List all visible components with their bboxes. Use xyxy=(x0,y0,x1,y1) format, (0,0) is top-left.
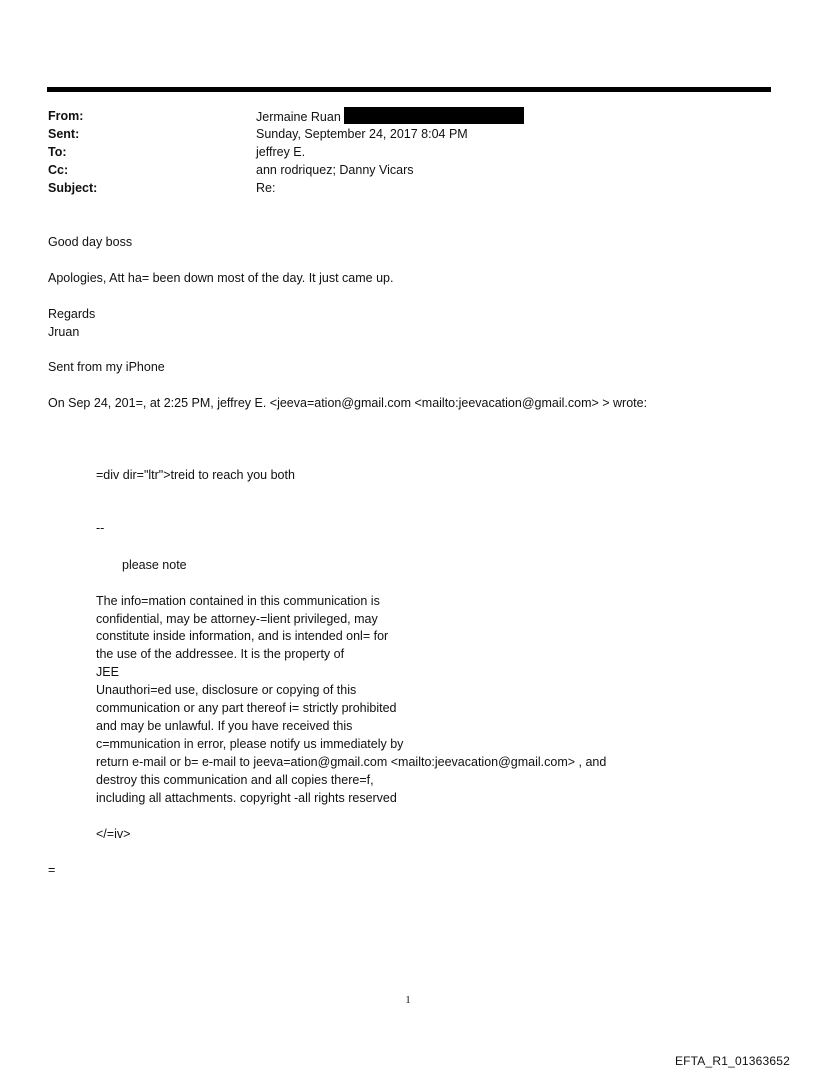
from-name: Jermaine Ruan xyxy=(256,110,341,124)
quoted-sig-separator: -- xyxy=(96,521,105,535)
disclaimer-line: c=mmunication in error, please notify us immediately by xyxy=(96,737,404,751)
trailing-equals: = xyxy=(48,863,56,877)
body-regards: Regards xyxy=(48,307,96,321)
header-rule xyxy=(47,87,771,92)
quoted-please-note: please note xyxy=(122,558,187,572)
disclaimer-line: destroy this communication and all copies there=f, xyxy=(96,773,374,787)
subject-label: Subject: xyxy=(48,181,98,195)
quoted-div-close: </=iv> xyxy=(96,827,131,841)
to-value: jeffrey E. xyxy=(256,145,306,159)
header-from-row xyxy=(48,107,768,125)
subject-value: Re: xyxy=(256,181,276,195)
disclaimer-line: communication or any part thereof i= strictly prohibited xyxy=(96,701,397,715)
disclaimer-line: and may be unlawful. If you have received this xyxy=(96,719,353,733)
document-id: EFTA_R1_01363652 xyxy=(674,1054,790,1068)
body-apology: Apologies, Att ha= been down most of the day. It just came up. xyxy=(48,271,394,285)
header-subject-row xyxy=(48,179,768,197)
cc-value: ann rodriquez; Danny Vicars xyxy=(256,163,414,177)
header-sent-row xyxy=(48,125,768,143)
cc-label: Cc: xyxy=(48,163,69,177)
disclaimer-line: JEE xyxy=(96,665,119,679)
sent-label: Sent: xyxy=(48,127,80,141)
disclaimer-line: The info=mation contained in this communication is xyxy=(96,594,380,608)
from-label: From: xyxy=(48,109,84,123)
disclaimer-line: return e-mail or b= e-mail to jeeva=ation@gmail.com <mailto:jeevacation@gmail.com> , and xyxy=(96,755,607,769)
to-label: To: xyxy=(48,145,67,159)
disclaimer-line: confidential, may be attorney-=lient privileged, may xyxy=(96,612,378,626)
body-sent-from: Sent from my iPhone xyxy=(48,360,165,374)
body-greeting: Good day boss xyxy=(48,235,133,249)
header-cc-row xyxy=(48,161,768,179)
body-signature: Jruan xyxy=(48,325,80,339)
disclaimer-line: Unauthori=ed use, disclosure or copying of this xyxy=(96,683,357,697)
page-number: 1 xyxy=(405,994,411,1006)
from-value xyxy=(256,107,524,126)
disclaimer-line: the use of the addressee. It is the property of xyxy=(96,647,345,661)
sent-value: Sunday, September 24, 2017 8:04 PM xyxy=(256,127,468,141)
redaction-bar xyxy=(344,107,524,124)
disclaimer-line: constitute inside information, and is intended onl= for xyxy=(96,629,389,643)
quoted-div-open: =div dir="ltr">treid to reach you both xyxy=(96,468,295,482)
disclaimer-line: including all attachments. copyright -all rights reserved xyxy=(96,791,397,805)
quote-intro: On Sep 24, 201=, at 2:25 PM, jeffrey E. <jeeva=ation@gmail.com <mailto:jeevacation@gmail.com> > wrote: xyxy=(48,396,648,410)
header-to-row xyxy=(48,143,768,161)
